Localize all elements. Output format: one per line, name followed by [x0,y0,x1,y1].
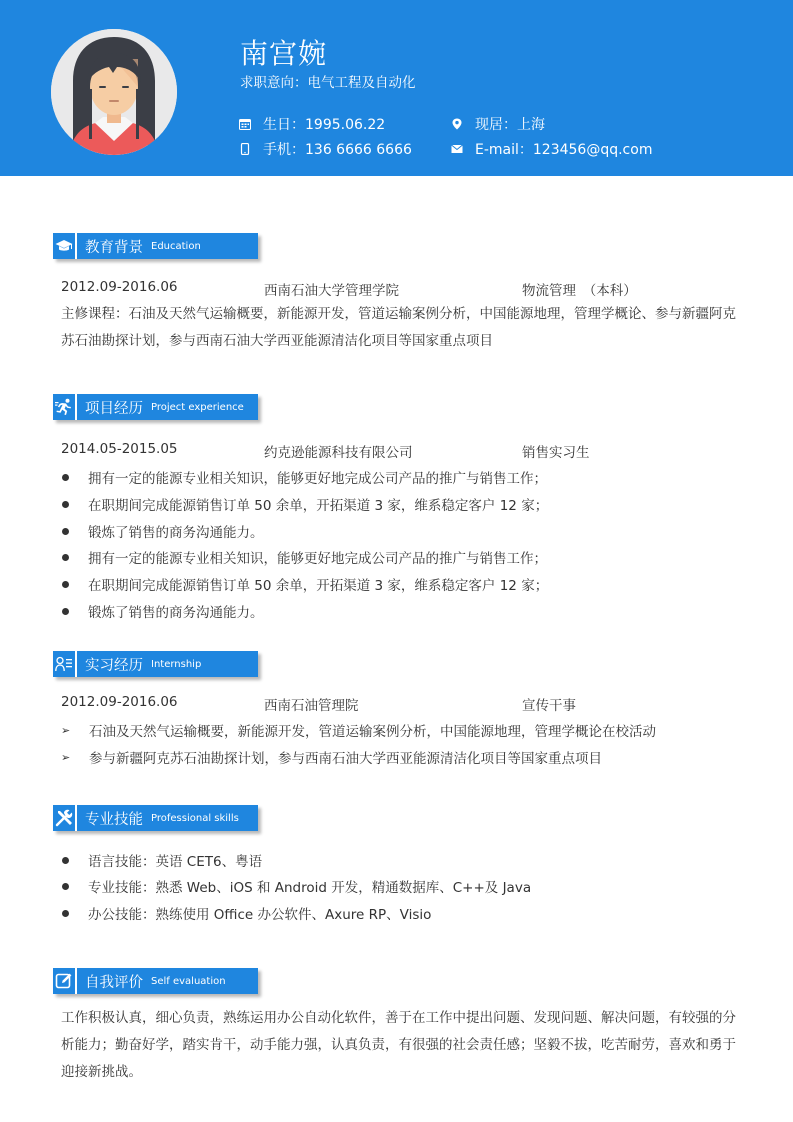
internship-section-title [53,651,258,677]
project-item [61,547,547,567]
project-item [61,601,264,621]
project-item-text: 锻炼了销售的商务沟通能力。 [88,605,264,621]
internship-item [61,720,656,740]
self-eval-title: 自我评价 [85,974,143,991]
internship-role: 宣传干事 [522,698,576,714]
projects-icon-box [53,394,77,420]
skill-item-text: 语言技能：英语 CET6、粤语 [88,854,263,870]
self-eval-text: 工作积极认真，细心负责，熟练运用办公自动化软件，善于在工作中提出问题、发现问题、解决问题，有较强的分析能力；勤奋好学，踏实肯干，动手能力强，认真负责，有很强的社会责任感；坚毅不拔，吃苦耐劳，喜欢和勇于迎接新挑战。 [61,1010,736,1080]
bullet-dot [62,608,69,615]
skill-item [61,850,262,870]
graduation-cap-icon [55,239,73,253]
project-item [61,467,547,487]
self-eval-icon-box [53,968,77,994]
bullet-dot [62,501,69,508]
skill-item [61,876,531,896]
location-pin-icon [451,118,463,130]
skills-title: 专业技能 [85,811,143,828]
internship-org: 西南石油管理院 [264,698,359,714]
envelope-icon [451,143,463,155]
skill-item [61,903,431,923]
bullet-dot [62,528,69,535]
mobile-phone-icon [239,143,251,155]
residence-info [451,114,545,134]
internship-item-text: 参与新疆阿克苏石油勘探计划，参与西南石油大学西亚能源清洁化项目等国家重点项目 [89,751,602,767]
projects-title: 项目经历 [85,400,143,417]
birthday-text: 生日：1995.06.22 [263,117,386,133]
project-role: 销售实习生 [522,445,590,461]
bullet-dot [62,581,69,588]
avatar [51,29,177,155]
self-eval-section-title [53,968,258,994]
skill-item-text: 办公技能：熟练使用 Office 办公软件、Axure RP、Visio [88,907,432,923]
education-school: 西南石油大学管理学院 [264,283,399,299]
birthday-info [239,114,385,134]
project-item-text: 拥有一定的能源专业相关知识，能够更好地完成公司产品的推广与销售工作； [88,471,547,487]
job-intent: 求职意向：电气工程及自动化 [240,75,416,91]
residence-text: 现居：上海 [475,117,545,133]
project-item-text: 拥有一定的能源专业相关知识，能够更好地完成公司产品的推广与销售工作； [88,551,547,567]
bullet-dot [62,883,69,890]
projects-title-en: Project experience [151,401,244,413]
person-list-icon [55,656,73,672]
internship-title-en: Internship [151,658,202,670]
bullet-dot [62,910,69,917]
resume-header [0,0,793,176]
phone-info [239,139,412,159]
candidate-name: 南宫婉 [240,37,328,70]
avatar-illustration [51,29,177,155]
project-item [61,521,264,541]
email-info [451,139,652,159]
internship-item [61,747,602,767]
internship-icon-box [53,651,77,677]
phone-text: 手机：136 6666 6666 [263,142,412,158]
arrow-bullet-icon: ➢ [61,723,71,737]
projects-section-title [53,394,258,420]
tools-icon [55,809,73,827]
project-item-text: 在职期间完成能源销售订单 50 余单，开拓渠道 3 家，维系稳定客户 12 家； [88,498,549,514]
bullet-dot [62,474,69,481]
project-item [61,494,548,514]
project-company: 约克逊能源科技有限公司 [264,445,413,461]
internship-title: 实习经历 [85,657,143,674]
education-title: 教育背景 [85,239,143,256]
education-section-title [53,233,258,259]
education-courses: 主修课程：石油及天然气运输概要，新能源开发，管道运输案例分析，中国能源地理，管理学概论、参与新疆阿克苏石油勘探计划，参与西南石油大学西亚能源清洁化项目等国家重点项目 [61,306,736,349]
bullet-dot [62,554,69,561]
email-text: E-mail：123456@qq.com [475,142,653,158]
project-item-text: 在职期间完成能源销售订单 50 余单，开拓渠道 3 家，维系稳定客户 12 家； [88,578,549,594]
project-item-text: 锻炼了销售的商务沟通能力。 [88,525,264,541]
education-period: 2012.09-2016.06 [61,279,178,295]
running-person-icon [55,398,73,416]
skills-icon-box [53,805,77,831]
self-eval-title-en: Self evaluation [151,975,226,987]
skills-title-en: Professional skills [151,812,239,824]
internship-period: 2012.09-2016.06 [61,694,178,710]
bullet-dot [62,857,69,864]
project-item [61,574,548,594]
skills-section-title [53,805,258,831]
internship-item-text: 石油及天然气运输概要，新能源开发，管道运输案例分析，中国能源地理，管理学概论在校活动 [89,724,656,740]
education-icon-box [53,233,77,259]
calendar-icon [239,118,251,130]
arrow-bullet-icon: ➢ [61,750,71,764]
education-title-en: Education [151,240,201,252]
education-major: 物流管理 （本科） [522,283,637,299]
edit-icon [55,972,73,990]
project-period: 2014.05-2015.05 [61,441,178,457]
skill-item-text: 专业技能：熟悉 Web、iOS 和 Android 开发，精通数据库、C++及 Java [88,880,532,896]
